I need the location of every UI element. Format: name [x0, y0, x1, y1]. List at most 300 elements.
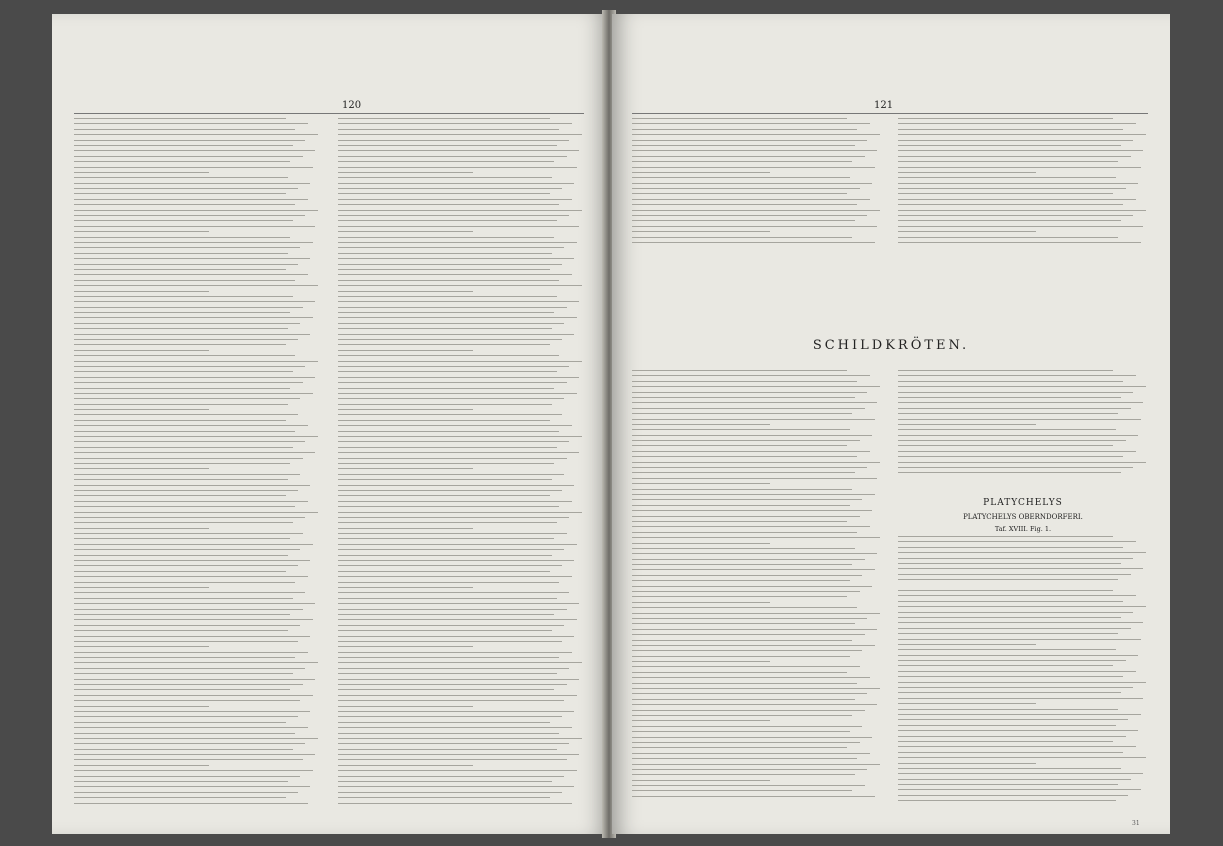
text-line	[74, 706, 209, 707]
text-line	[898, 451, 1136, 452]
text-line	[632, 402, 877, 403]
text-line	[338, 463, 554, 464]
text-line	[74, 258, 310, 259]
text-line	[898, 140, 1133, 141]
text-line	[74, 436, 318, 437]
text-line	[338, 220, 557, 221]
text-line	[338, 420, 550, 421]
text-line	[632, 737, 872, 738]
text-line	[632, 715, 852, 716]
text-line	[632, 526, 870, 527]
text-line	[338, 565, 562, 566]
text-line	[632, 177, 850, 178]
text-line	[632, 419, 875, 420]
text-line	[74, 404, 288, 405]
text-line	[74, 458, 303, 459]
text-line	[898, 408, 1131, 409]
text-line	[338, 765, 473, 766]
text-line	[338, 786, 574, 787]
text-line	[338, 204, 559, 205]
text-line	[898, 150, 1143, 151]
text-line	[898, 435, 1138, 436]
text-line	[74, 560, 310, 561]
text-line	[74, 619, 313, 620]
text-line	[898, 547, 1123, 548]
text-line	[632, 199, 870, 200]
text-line	[338, 145, 557, 146]
text-line	[898, 736, 1126, 737]
text-line	[632, 429, 850, 430]
text-line	[898, 215, 1133, 216]
text-line	[632, 392, 867, 393]
text-line	[74, 334, 310, 335]
text-line	[632, 397, 855, 398]
text-line	[74, 501, 308, 502]
text-line	[898, 456, 1123, 457]
text-line	[632, 640, 852, 641]
right-page	[612, 14, 1170, 834]
text-line	[338, 280, 559, 281]
left-column-2	[338, 118, 584, 808]
text-line	[632, 580, 850, 581]
text-line	[898, 719, 1128, 720]
text-line	[74, 641, 298, 642]
text-line	[338, 679, 579, 680]
text-line	[632, 215, 867, 216]
text-line	[898, 386, 1146, 387]
text-line	[632, 774, 855, 775]
text-line	[898, 709, 1118, 710]
text-line	[338, 167, 577, 168]
text-line	[338, 533, 567, 534]
text-line	[898, 210, 1146, 211]
text-line	[898, 795, 1128, 796]
text-line	[632, 161, 852, 162]
text-line	[74, 377, 315, 378]
text-line	[898, 682, 1146, 683]
text-line	[632, 510, 872, 511]
text-line	[338, 652, 572, 653]
text-line	[898, 424, 1036, 425]
text-line	[338, 592, 569, 593]
text-line	[338, 630, 552, 631]
text-line	[74, 722, 286, 723]
text-line	[338, 404, 552, 405]
text-line	[74, 695, 313, 696]
text-line	[74, 749, 293, 750]
text-line	[632, 623, 855, 624]
text-line	[338, 754, 579, 755]
text-line	[74, 700, 300, 701]
text-line	[632, 764, 880, 765]
text-line	[898, 123, 1136, 124]
text-line	[898, 676, 1123, 677]
signature-mark: 31	[1132, 820, 1140, 827]
text-line	[74, 150, 315, 151]
text-line	[338, 797, 550, 798]
text-line	[898, 541, 1136, 542]
text-line	[898, 622, 1143, 623]
text-line	[898, 789, 1141, 790]
text-line	[74, 538, 290, 539]
text-line	[338, 738, 582, 739]
text-line	[74, 317, 313, 318]
text-line	[338, 177, 552, 178]
text-line	[898, 242, 1141, 243]
text-line	[632, 494, 875, 495]
text-line	[898, 595, 1136, 596]
text-line	[898, 552, 1146, 553]
text-line	[898, 231, 1036, 232]
text-line	[632, 634, 865, 635]
text-line	[74, 689, 290, 690]
text-line	[74, 716, 298, 717]
text-line	[338, 706, 473, 707]
text-line	[898, 768, 1121, 769]
text-line	[632, 645, 875, 646]
text-line	[898, 601, 1123, 602]
text-line	[632, 785, 865, 786]
text-line	[898, 204, 1123, 205]
text-line	[898, 703, 1036, 704]
text-line	[632, 569, 875, 570]
text-line	[898, 612, 1133, 613]
text-line	[74, 204, 295, 205]
text-line	[898, 579, 1118, 580]
text-line	[632, 483, 770, 484]
left-page	[52, 14, 608, 834]
text-line	[74, 285, 318, 286]
text-line	[632, 445, 847, 446]
text-line	[74, 517, 305, 518]
text-line	[898, 763, 1036, 764]
text-line	[338, 199, 572, 200]
text-line	[898, 800, 1116, 801]
text-line	[74, 382, 303, 383]
text-line	[898, 639, 1141, 640]
text-line	[338, 695, 577, 696]
text-line	[338, 689, 554, 690]
text-line	[338, 291, 473, 292]
text-line	[74, 242, 313, 243]
text-line	[74, 339, 298, 340]
text-line	[632, 575, 862, 576]
text-line	[74, 210, 318, 211]
text-line	[632, 559, 865, 560]
text-line	[338, 571, 550, 572]
text-line	[632, 586, 872, 587]
text-line	[74, 571, 286, 572]
text-line	[338, 506, 559, 507]
text-line	[338, 485, 574, 486]
text-line	[74, 247, 300, 248]
text-line	[338, 264, 562, 265]
text-line	[338, 253, 552, 254]
text-line	[74, 495, 286, 496]
text-line	[74, 269, 286, 270]
text-line	[632, 140, 867, 141]
text-line	[632, 129, 857, 130]
text-line	[632, 440, 860, 441]
text-line	[338, 210, 582, 211]
text-line	[632, 758, 857, 759]
text-line	[632, 704, 877, 705]
text-line	[632, 521, 847, 522]
text-line	[898, 429, 1116, 430]
text-line	[632, 666, 860, 667]
text-line	[338, 657, 559, 658]
text-line	[898, 462, 1146, 463]
text-line	[338, 716, 562, 717]
text-line	[74, 425, 308, 426]
text-line	[74, 743, 305, 744]
text-line	[338, 544, 577, 545]
text-line	[632, 156, 865, 157]
text-line	[338, 350, 473, 351]
text-line	[74, 684, 303, 685]
text-line	[632, 451, 870, 452]
text-line	[898, 445, 1113, 446]
plate-reference: Taf. XVIII. Fig. 1.	[994, 525, 1052, 533]
text-line	[74, 323, 300, 324]
text-line	[74, 188, 298, 189]
text-line	[338, 452, 579, 453]
right-column-2-upper	[898, 370, 1148, 478]
text-line	[338, 479, 552, 480]
text-line	[632, 753, 870, 754]
text-line	[898, 730, 1138, 731]
text-line	[74, 754, 315, 755]
text-line	[74, 231, 209, 232]
text-line	[338, 183, 574, 184]
text-line	[74, 296, 293, 297]
text-line	[338, 781, 552, 782]
text-line	[632, 118, 847, 119]
text-line	[338, 118, 550, 119]
text-line	[74, 630, 288, 631]
text-line	[338, 609, 567, 610]
text-line	[338, 436, 582, 437]
text-line	[632, 710, 865, 711]
text-line	[632, 489, 852, 490]
text-line	[338, 468, 473, 469]
text-line	[898, 397, 1121, 398]
text-line	[338, 339, 562, 340]
text-line	[898, 741, 1113, 742]
text-line	[898, 644, 1036, 645]
text-line	[74, 161, 290, 162]
text-line	[338, 700, 564, 701]
text-line	[338, 528, 473, 529]
text-line	[74, 140, 305, 141]
text-line	[74, 393, 313, 394]
text-line	[632, 210, 880, 211]
text-line	[74, 711, 310, 712]
text-line	[74, 307, 303, 308]
text-line	[74, 652, 308, 653]
text-line	[338, 743, 569, 744]
text-line	[338, 344, 550, 345]
text-line	[632, 150, 877, 151]
synonymy-block	[898, 536, 1148, 585]
text-line	[632, 193, 847, 194]
text-line	[338, 258, 574, 259]
text-line	[338, 684, 567, 685]
text-line	[74, 646, 209, 647]
text-line	[338, 603, 579, 604]
text-line	[338, 749, 557, 750]
text-line	[74, 398, 300, 399]
text-line	[338, 161, 554, 162]
text-line	[338, 312, 554, 313]
text-line	[338, 377, 579, 378]
text-line	[338, 431, 559, 432]
text-line	[338, 317, 577, 318]
text-line	[898, 134, 1146, 135]
text-line	[898, 692, 1121, 693]
text-line	[338, 501, 572, 502]
text-line	[338, 668, 569, 669]
text-line	[74, 167, 313, 168]
text-line	[898, 156, 1131, 157]
text-line	[338, 382, 567, 383]
text-line	[338, 398, 564, 399]
text-line	[898, 392, 1133, 393]
text-line	[74, 576, 308, 577]
text-line	[898, 172, 1036, 173]
text-line	[632, 613, 880, 614]
text-line	[74, 129, 295, 130]
text-line	[632, 742, 860, 743]
text-line	[74, 361, 318, 362]
text-line	[74, 447, 293, 448]
text-line	[74, 506, 295, 507]
text-line	[338, 409, 473, 410]
text-line	[632, 532, 857, 533]
text-line	[632, 683, 857, 684]
text-line	[338, 301, 579, 302]
text-line	[338, 425, 572, 426]
text-line	[74, 474, 300, 475]
right-column-1-top	[632, 118, 882, 247]
text-line	[632, 505, 850, 506]
text-line	[898, 714, 1141, 715]
text-line	[338, 231, 473, 232]
text-line	[338, 361, 582, 362]
text-line	[74, 759, 303, 760]
text-line	[898, 687, 1133, 688]
text-line	[74, 355, 295, 356]
text-line	[74, 452, 315, 453]
text-line	[74, 350, 209, 351]
text-line	[338, 328, 552, 329]
text-line	[74, 479, 288, 480]
text-line	[632, 237, 852, 238]
text-line	[74, 388, 290, 389]
text-line	[338, 242, 577, 243]
text-line	[632, 516, 860, 517]
text-line	[74, 420, 286, 421]
text-line	[74, 226, 315, 227]
text-line	[338, 441, 569, 442]
text-line	[898, 413, 1118, 414]
genus-heading: PLATYCHELYS	[983, 498, 1063, 508]
text-line	[632, 424, 770, 425]
text-line	[338, 759, 567, 760]
text-line	[632, 413, 852, 414]
text-line	[338, 722, 550, 723]
text-line	[74, 512, 318, 513]
text-line	[74, 199, 308, 200]
right-column-2-top	[898, 118, 1148, 247]
text-line	[632, 672, 847, 673]
text-line	[74, 468, 209, 469]
text-line	[632, 780, 770, 781]
text-line	[74, 781, 288, 782]
text-line	[338, 641, 562, 642]
text-line	[74, 603, 315, 604]
text-line	[898, 757, 1146, 758]
text-line	[632, 172, 770, 173]
text-line	[632, 548, 855, 549]
text-line	[338, 711, 574, 712]
text-line	[74, 765, 209, 766]
text-line	[338, 549, 564, 550]
text-line	[338, 512, 582, 513]
text-line	[338, 393, 577, 394]
text-line	[632, 183, 872, 184]
text-line	[74, 156, 303, 157]
text-line	[898, 145, 1121, 146]
text-line	[632, 472, 855, 473]
text-line	[338, 474, 564, 475]
text-line	[74, 549, 300, 550]
text-line	[898, 402, 1143, 403]
text-line	[632, 796, 875, 797]
text-line	[338, 188, 562, 189]
text-line	[632, 629, 877, 630]
text-line	[74, 253, 288, 254]
text-line	[898, 655, 1138, 656]
text-line	[338, 490, 562, 491]
text-line	[338, 662, 582, 663]
text-line	[74, 625, 300, 626]
text-line	[74, 463, 290, 464]
text-line	[898, 752, 1123, 753]
text-line	[338, 560, 574, 561]
text-line	[74, 409, 209, 410]
text-line	[74, 679, 315, 680]
text-line	[338, 576, 572, 577]
text-line	[632, 602, 770, 603]
text-line	[338, 517, 569, 518]
text-line	[338, 587, 473, 588]
text-line	[338, 150, 579, 151]
text-line	[632, 226, 877, 227]
text-line	[74, 366, 305, 367]
text-line	[338, 458, 567, 459]
text-line	[632, 145, 855, 146]
text-line	[74, 291, 209, 292]
text-line	[898, 440, 1126, 441]
text-line	[338, 140, 569, 141]
text-line	[632, 677, 870, 678]
text-line	[74, 414, 298, 415]
text-line	[338, 285, 582, 286]
text-line	[74, 280, 295, 281]
text-line	[898, 628, 1131, 629]
text-line	[632, 699, 855, 700]
